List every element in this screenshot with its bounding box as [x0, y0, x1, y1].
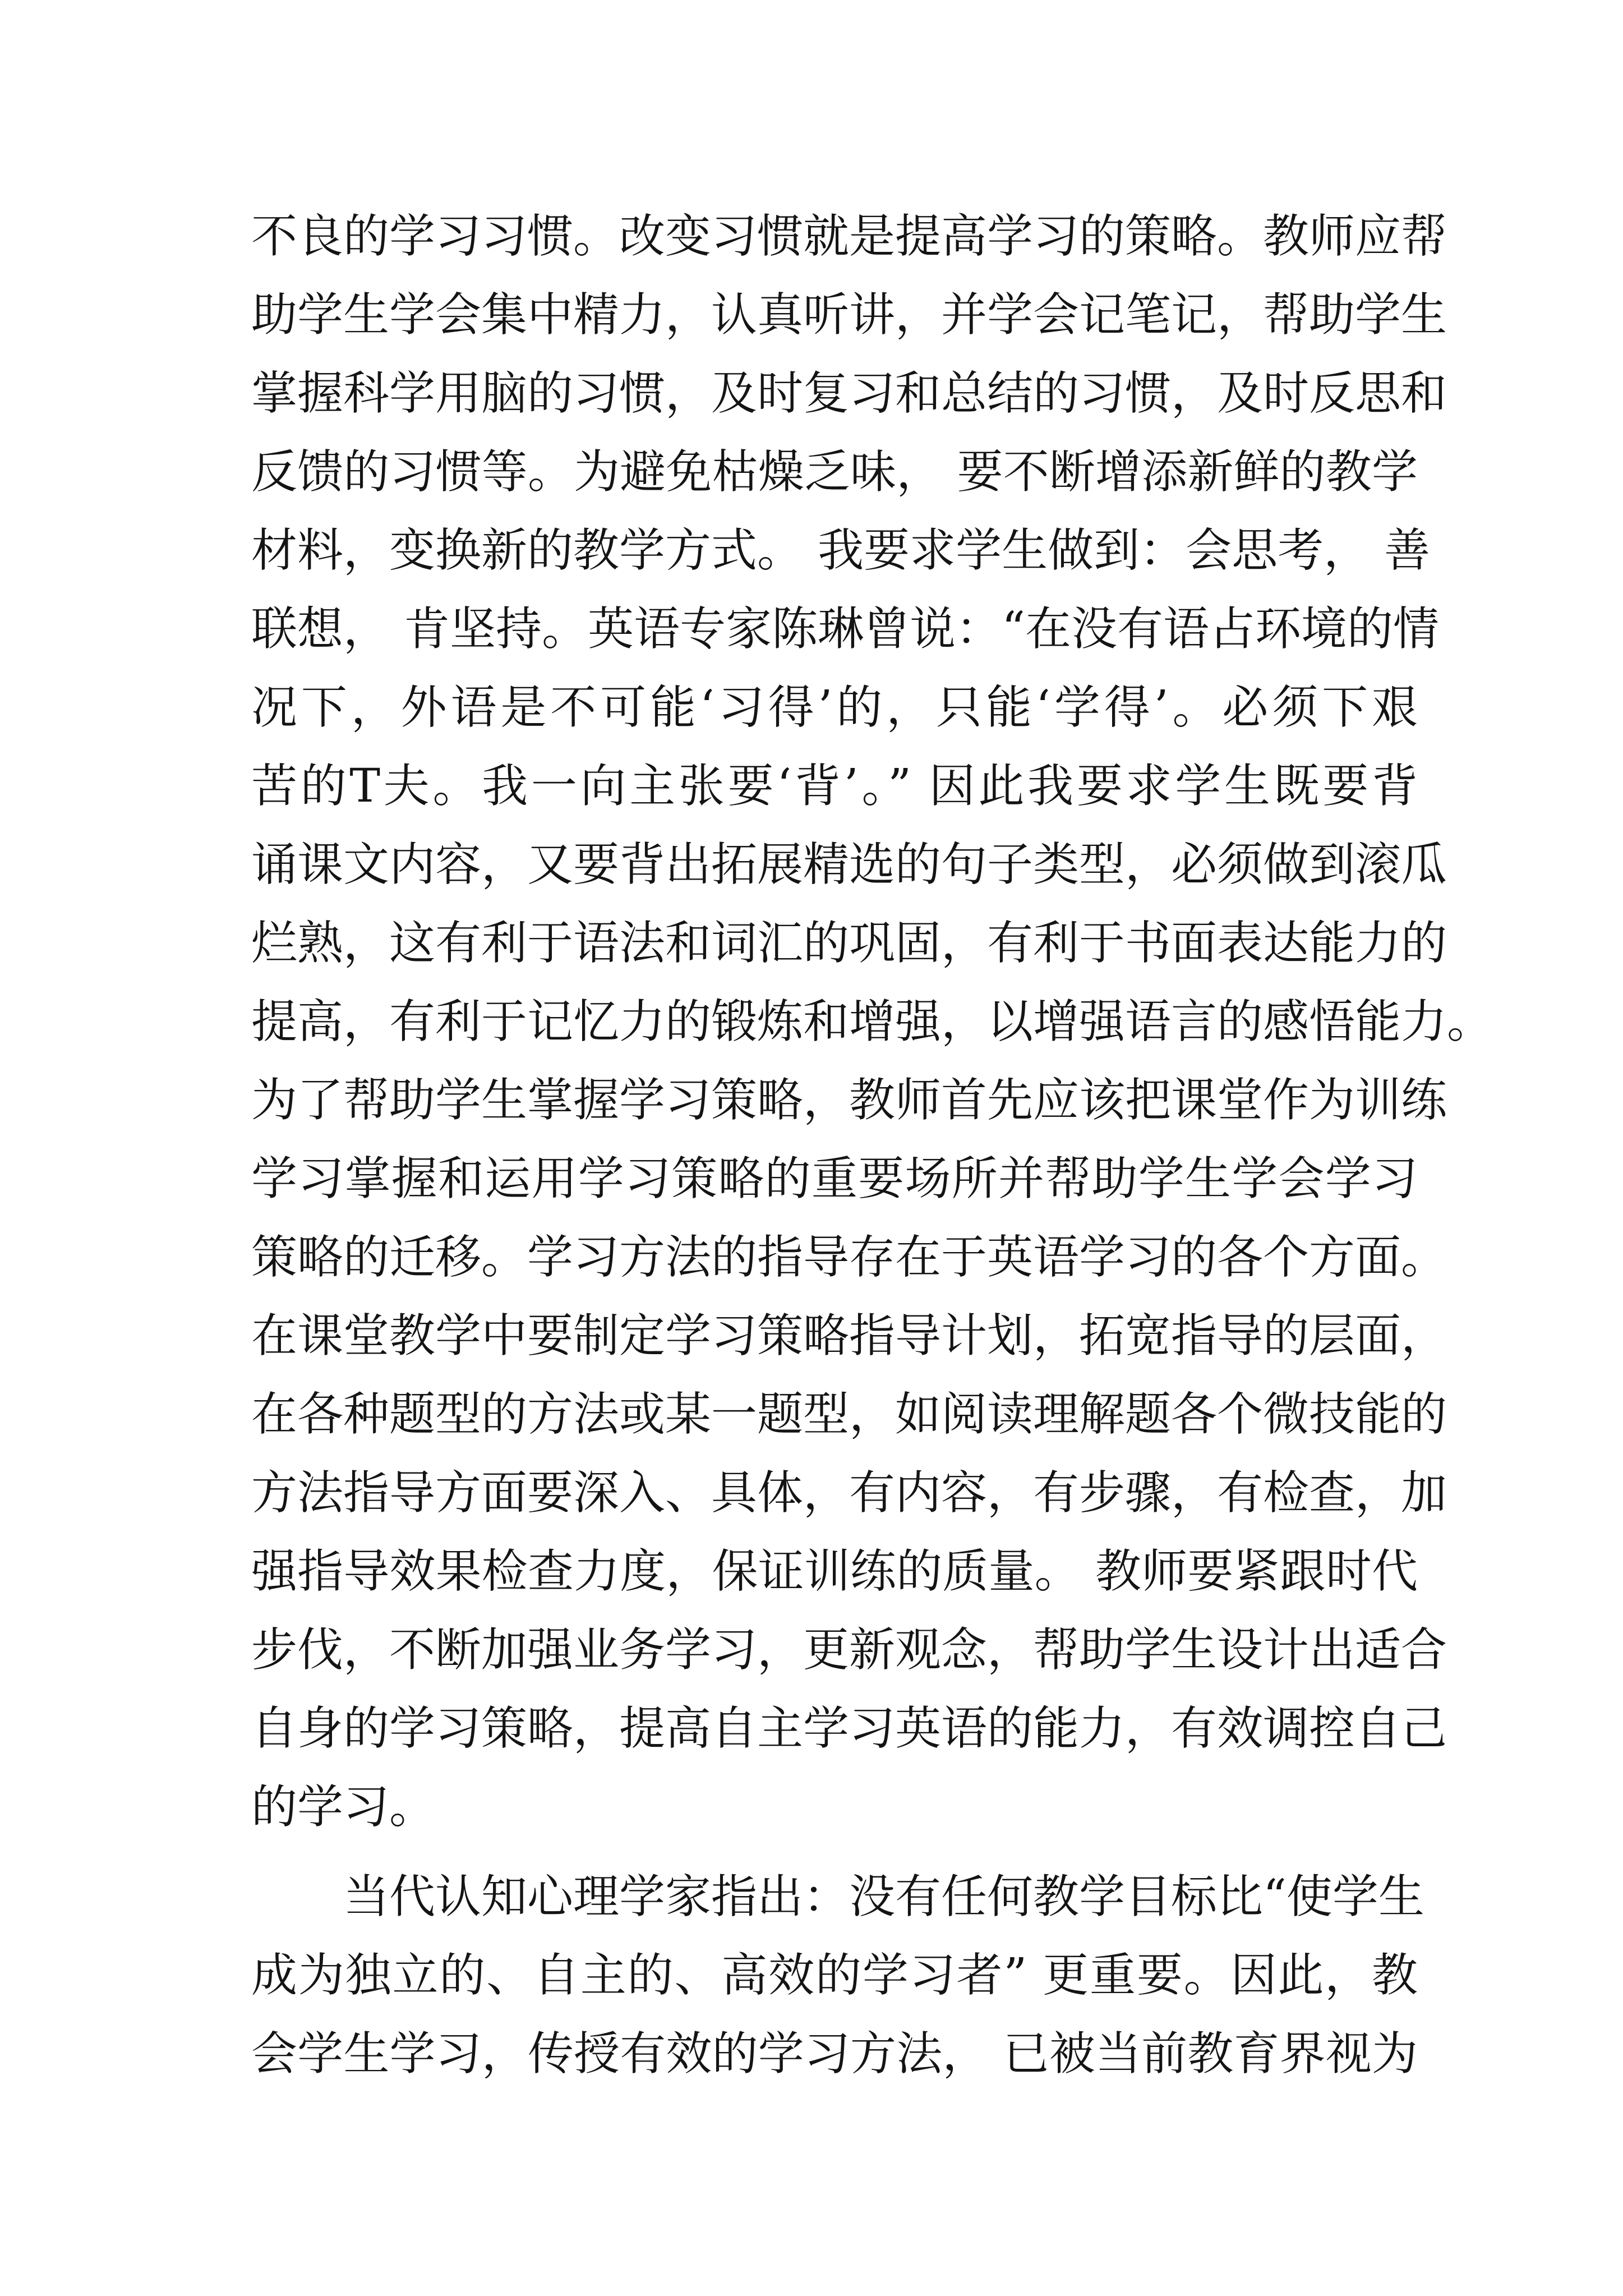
text-line: 当代认知心理学家指出：没有任何教学目标比“使学生	[343, 1870, 1424, 1924]
text-line: 为了帮助学生掌握学习策略，教师首先应该把课堂作为训练	[251, 1074, 1447, 1127]
text-line: 苦的T夫。我一向主张要‘背’。” 因此我要求学生既要背	[251, 760, 1418, 813]
text-line: 况下，外语是不可能‘习得’的，只能‘学得’。必须下艰	[251, 681, 1418, 734]
text-line: 学习掌握和运用学习策略的重要场所并帮助学生学会学习	[251, 1152, 1418, 1205]
text-line: 掌握科学用脑的习惯，及时复习和总结的习惯，及时反思和	[251, 367, 1447, 420]
text-line: 自身的学习策略，提高自主学习英语的能力，有效调控自己	[251, 1702, 1447, 1755]
text-line: 强指导效果检查力度，保证训练的质量。 教师要紧跟时代	[251, 1545, 1418, 1598]
text-line: 会学生学习，传授有效的学习方法， 已被当前教育界视为	[251, 2027, 1418, 2081]
paragraph-spacer	[251, 1847, 1418, 1858]
paragraph-1	[251, 197, 1493, 1847]
text-line: 不良的学习习惯。改变习惯就是提高学习的策略。教师应帮	[251, 210, 1447, 263]
text-line: 成为独立的、自主的、高效的学习者” 更重要。因此，教	[251, 1949, 1418, 2002]
text-line: 材料，变换新的教学方式。 我要求学生做到：会思考， 善	[251, 524, 1431, 577]
text-line: 策略的迁移。学习方法的指导存在于英语学习的各个方面。	[251, 1231, 1447, 1284]
text-line: 方法指导方面要深入、具体，有内容，有步骤，有检查，加	[251, 1466, 1447, 1520]
text-line: 步伐，不断加强业务学习，更新观念，帮助学生设计出适合	[251, 1623, 1447, 1677]
text-line: 联想， 肯坚持。英语专家陈琳曾说：“在没有语占环境的情	[251, 602, 1439, 656]
text-line: 反馈的习惯等。为避免枯燥乏味， 要不断增添新鲜的教学	[251, 445, 1418, 499]
text-line: 助学生学会集中精力，认真听讲，并学会记笔记，帮助学生	[251, 288, 1447, 342]
text-line: 的学习。	[251, 1780, 436, 1834]
document-body	[251, 197, 1493, 2093]
text-line: 在各种题型的方法或某一题型，如阅读理解题各个微技能的	[251, 1388, 1447, 1441]
text-line: 诵课文内容，又要背出拓展精选的句子类型，必须做到滚瓜	[251, 838, 1447, 891]
text-line: 提高，有利于记忆力的锻炼和增强，以增强语言的感悟能力。	[251, 995, 1493, 1048]
text-line: 在课堂教学中要制定学习策略指导计划，拓宽指导的层面，	[251, 1309, 1447, 1363]
text-line: 烂熟，这有利于语法和词汇的巩固，有利于书面表达能力的	[251, 917, 1447, 970]
paragraph-2	[251, 1858, 1424, 2093]
